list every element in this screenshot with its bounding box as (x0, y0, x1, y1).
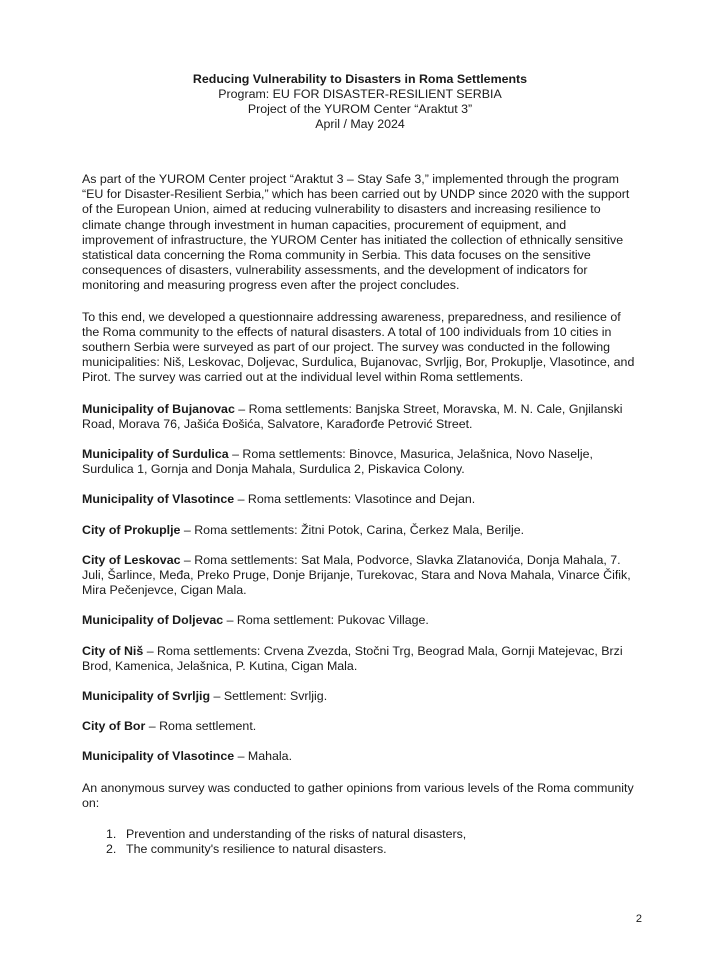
municipality-entry (82, 553, 638, 599)
municipality-name: Municipality of Svrljig (82, 689, 211, 704)
project-line: Project of the YUROM Center “Araktut 3” (247, 102, 473, 116)
municipality-name: Municipality of Bujanovac (82, 401, 235, 416)
municipality-entry (82, 644, 638, 674)
intro-paragraph-1: As part of the YUROM Center project “Araktut 3 – Stay Safe 3,” implemented through the program “EU for Disaster-Resilient Serbia,” which has been carried out by UNDP since 2020 with the support of the European Union, aimed at reducing vulnerability to disasters and increasing resilience to climate change through investment in human capacities, procurement of equipment, and improvement of infrastructure, the YUROM Center has initiated the collection of ethnically sensitive statistical data concerning the Roma community in Serbia. This data focuses on the sensitive consequences of disasters, vulnerability assessments, and the development of indicators for monitoring and measuring progress even after the project concludes. (82, 172, 630, 293)
list-number: 2. (106, 842, 117, 857)
numbered-list (82, 827, 638, 857)
program-line: Program: EU FOR DISASTER-RESILIENT SERBIA (218, 87, 502, 101)
list-item (106, 827, 638, 842)
municipality-name: City of Niš (82, 643, 144, 658)
municipality-entry (82, 719, 638, 734)
municipality-settlements: – Roma settlements: Banjska Street, Moravska, M. N. Cale, Gnjilanski Road, Morava 76, Jašića Đošića, Salvatore, Karađorđe Petrović Street. (82, 401, 623, 431)
municipality-entry (82, 447, 638, 477)
municipality-settlements: – Roma settlement. (145, 719, 257, 734)
document-header (82, 72, 638, 132)
municipality-settlements: – Roma settlements: Binovce, Masurica, Jelašnica, Novo Naselje, Surdulica 1, Gornja and Donja Mahala, Surdulica 2, Piskavica Colony. (82, 447, 593, 477)
municipality-name: Municipality of Doljevac (82, 613, 224, 628)
intro-paragraph-2: To this end, we developed a questionnaire addressing awareness, preparedness, and resilience of the Roma community to the effects of natural disasters. A total of 100 individuals from 10 cities in southern Serbia were surveyed as part of our project. The survey was conducted in the following municipalities: Niš, Leskovac, Doljevac, Surdulica, Bujanovac, Svrljig, Bor, Prokuplje, Vlasotince, and Pirot. The survey was carried out at the individual level within Roma settlements. (82, 309, 635, 385)
closing-paragraph: An anonymous survey was conducted to gather opinions from various levels of the Roma community on: (82, 780, 634, 810)
municipality-settlements: – Roma settlements: Crvena Zvezda, Stočni Trg, Beograd Mala, Gornji Matejevac, Brzi Brod, Kamenica, Jelašnica, P. Kutina, Cigan Mala. (82, 643, 623, 673)
municipality-name: City of Prokuplje (82, 522, 181, 537)
municipality-name: Municipality of Vlasotince (82, 492, 235, 507)
municipality-settlements: – Roma settlement: Pukovac Village. (223, 613, 429, 628)
municipality-name: Municipality of Vlasotince (82, 749, 235, 764)
municipality-settlements: – Settlement: Svrljig. (210, 689, 328, 704)
municipality-entry (82, 749, 638, 764)
municipality-entry (82, 492, 638, 507)
municipality-settlements: – Mahala. (234, 749, 293, 764)
municipality-entry (82, 689, 638, 704)
municipality-entry (82, 523, 638, 538)
list-text: The community's resilience to natural disasters. (126, 842, 387, 857)
list-item (106, 842, 638, 857)
municipality-entry (82, 402, 638, 432)
date-line: April / May 2024 (315, 117, 405, 131)
list-number: 1. (106, 827, 117, 842)
list-text: Prevention and understanding of the risks of natural disasters, (126, 827, 467, 842)
page-number: 2 (635, 913, 642, 925)
municipality-name: City of Leskovac (82, 552, 181, 567)
municipality-settlements: – Roma settlements: Vlasotince and Dejan. (234, 492, 476, 507)
municipality-entry (82, 613, 638, 628)
municipality-settlements: – Roma settlements: Sat Mala, Podvorce, Slavka Zlatanovića, Donja Mahala, 7. Juli, Šarlince, Međa, Preko Pruge, Donje Brijanje, Turekovac, Stara and Nova Mahala, Vinarce Čifik, Mira Pečenjevce, Cigan Mala. (82, 552, 631, 598)
document-title: Reducing Vulnerability to Disasters in Roma Settlements (192, 72, 528, 86)
municipality-settlements: – Roma settlements: Žitni Potok, Carina, Čerkez Mala, Berilje. (180, 522, 525, 537)
municipality-name: Municipality of Surdulica (82, 447, 229, 462)
municipality-name: City of Bor (82, 719, 146, 734)
